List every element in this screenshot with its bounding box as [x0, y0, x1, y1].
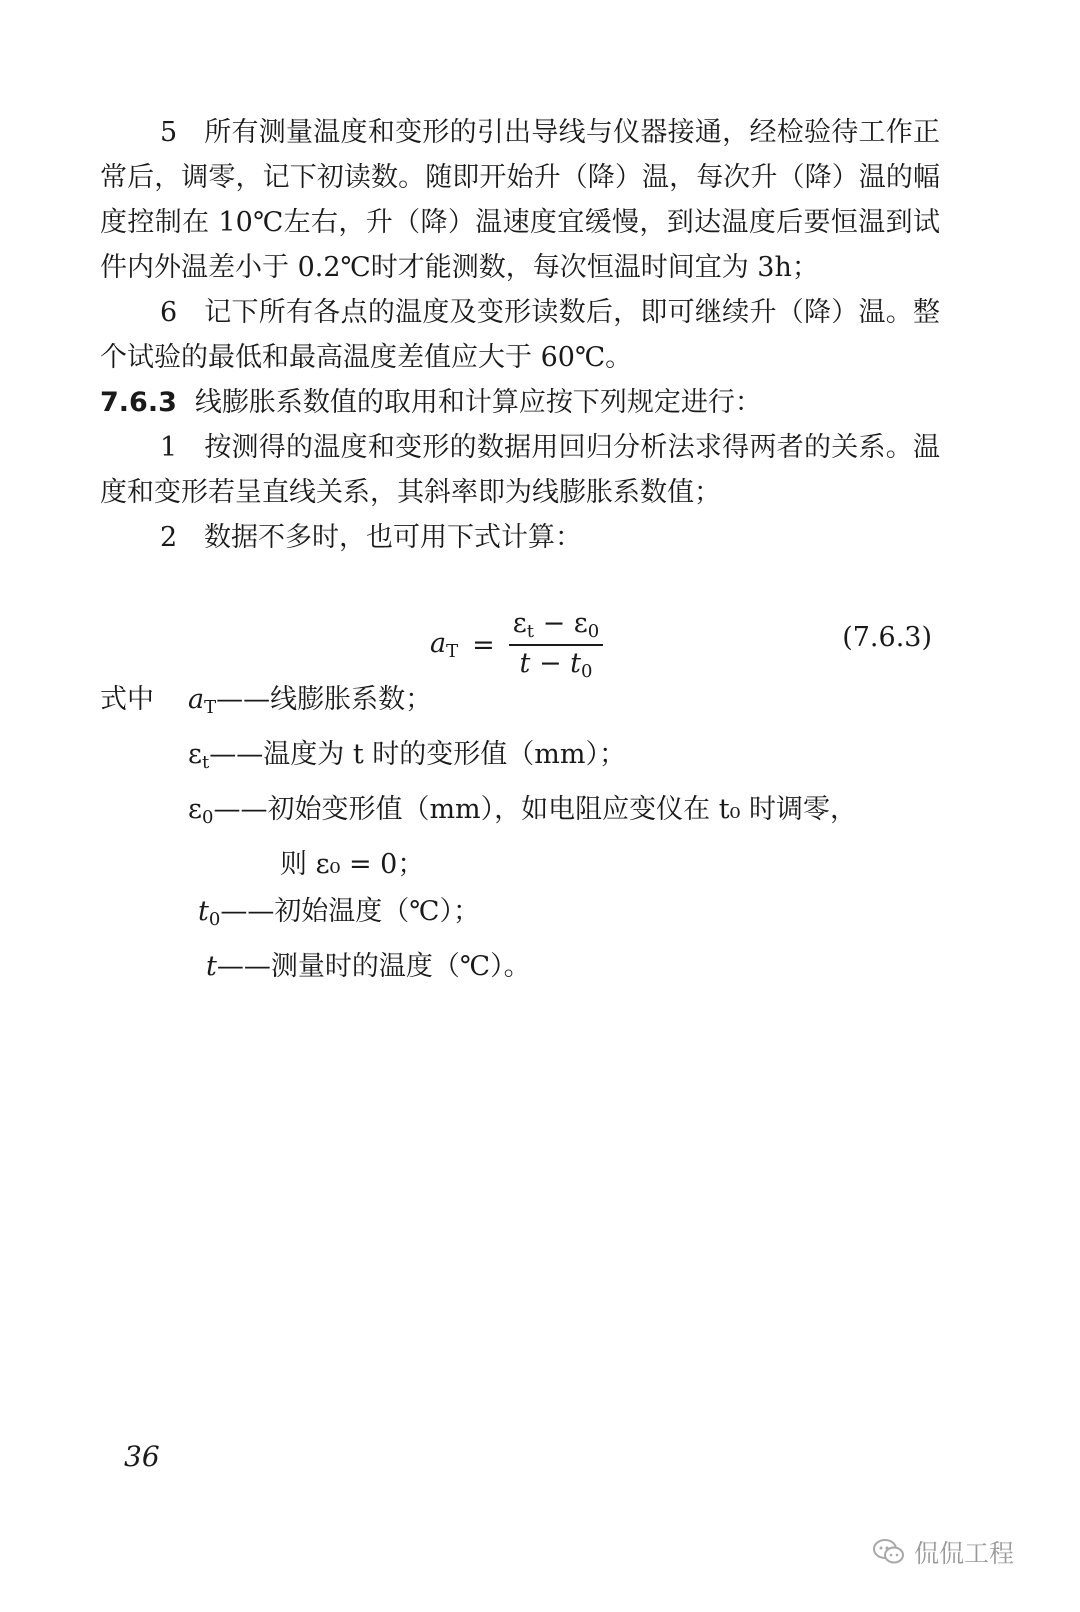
numerator: [509, 608, 603, 646]
num-symbol-a: ε: [512, 608, 527, 639]
den-symbol-b: t: [570, 648, 582, 679]
legend-description: 初始变形值（mm），如电阻应变仪在 t₀ 时调零，: [267, 794, 857, 825]
watermark: [872, 1534, 1014, 1570]
num-minus: −: [533, 608, 574, 639]
legend-row: [100, 888, 960, 943]
page-number: 36: [124, 1440, 160, 1473]
paragraph-6: [100, 290, 940, 380]
legend-symbol: [206, 943, 217, 998]
legend-description: 线膨胀系数；: [270, 684, 433, 715]
equals-sign: =: [472, 629, 495, 661]
symbol-subscript: T: [204, 697, 217, 718]
item-number: 5: [160, 117, 178, 148]
formula-lhs: [430, 628, 458, 662]
legend-description: 则 ε₀ = 0；: [280, 849, 425, 880]
paragraph-1: [100, 425, 940, 515]
legend-symbol: [188, 676, 216, 731]
item-number: 2: [160, 522, 178, 553]
symbol-base: a: [188, 684, 205, 715]
legend-description: 温度为 t 时的变形值（mm）；: [263, 739, 626, 770]
symbol-legend: [100, 676, 960, 998]
num-symbol-b: ε: [573, 608, 588, 639]
item-text: 数据不多时，也可用下式计算：: [204, 522, 582, 553]
chat-bubbles-icon: [872, 1538, 906, 1566]
lhs-symbol: a: [430, 628, 447, 659]
legend-dash: ——: [213, 794, 268, 825]
symbol-subscript: 0: [208, 909, 221, 930]
num-sub-b: 0: [587, 621, 600, 642]
symbol-subscript: t: [202, 752, 210, 773]
legend-continuation: [100, 841, 960, 888]
item-number: 1: [160, 432, 178, 463]
legend-dash: ——: [216, 951, 271, 982]
watermark-text: 侃侃工程: [913, 1539, 1014, 1568]
symbol-base: t: [206, 951, 217, 982]
symbol-subscript: 0: [202, 807, 214, 828]
lhs-subscript: T: [446, 641, 459, 662]
symbol-base: ε: [188, 739, 202, 770]
formula: [430, 608, 603, 682]
paragraph-5: [100, 110, 940, 290]
legend-symbol: [188, 731, 209, 786]
legend-dash: ——: [209, 739, 264, 770]
clause-text: 线膨胀系数值的取用和计算应按下列规定进行：: [194, 387, 762, 418]
den-symbol-a: t: [519, 648, 531, 679]
den-minus: −: [530, 648, 571, 679]
symbol-base: t: [198, 896, 209, 927]
equation-number: (7.6.3): [842, 622, 932, 653]
legend-lead: 式中: [100, 684, 154, 715]
clause-7-6-3: [100, 380, 940, 425]
legend-row: [100, 731, 960, 786]
item-text: 所有测量温度和变形的引出导线与仪器接通，经检验待工作正常后，调零，记下初读数。随即开始升（降）温，每次升（降）温的幅度控制在 10℃左右，升（降）温速度宜缓慢，到达温度后要恒温到试件内外温差小于 0.2℃时才能测数，每次恒温时间宜为 3h；: [100, 117, 940, 283]
clause-number: 7.6.3: [100, 387, 177, 418]
den-sub-b: 0: [581, 661, 593, 682]
legend-dash: ——: [220, 896, 275, 927]
symbol-base: ε: [188, 794, 202, 825]
item-number: 6: [160, 297, 178, 328]
num-sub-a: t: [526, 621, 534, 642]
legend-symbol: [198, 888, 220, 943]
legend-row: [100, 943, 960, 998]
formula-row: [100, 600, 940, 680]
item-text: 按测得的温度和变形的数据用回归分析法求得两者的关系。温度和变形若呈直线关系，其斜率即为线膨胀系数值；: [100, 432, 940, 508]
legend-symbol: [188, 786, 213, 841]
paragraph-2: [100, 515, 940, 560]
legend-description: 测量时的温度（℃）。: [270, 951, 531, 982]
legend-row: [100, 676, 960, 731]
legend-dash: ——: [216, 684, 271, 715]
item-text: 记下所有各点的温度及变形读数后，即可继续升（降）温。整个试验的最低和最高温度差值应大于 60℃。: [100, 297, 940, 373]
legend-row: [100, 786, 960, 841]
fraction: [509, 608, 603, 682]
legend-description: 初始温度（℃）；: [274, 896, 481, 927]
body-text: [100, 110, 940, 560]
